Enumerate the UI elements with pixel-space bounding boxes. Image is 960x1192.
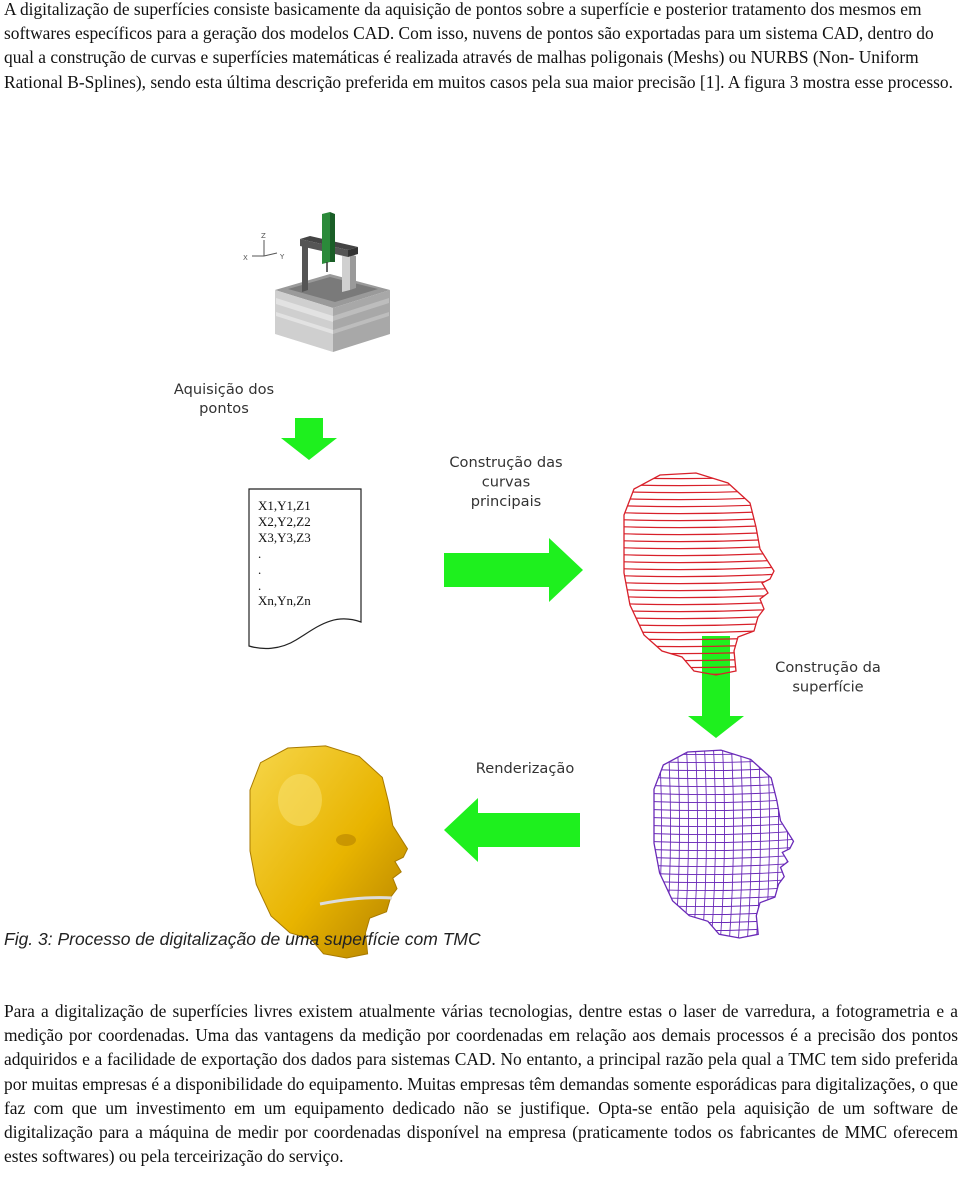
arrow-down-surface (688, 636, 744, 738)
point-list-text: X1,Y1,Z1 X2,Y2,Z2 X3,Y3,Z3 . . . Xn,Yn,Zn (258, 498, 311, 608)
closing-paragraph: Para a digitalização de superfícies livres existem atualmente várias tecnologias, dentre estas o laser de varredura, a fotogrametria e a medição por coordenadas. Uma das vantagens da medição por coordenadas em relação aos demais processos é a precisão dos pontos adquiridos e a facilidade de exportação dos dados para sistemas CAD. No entanto, a principal razão pela qual a TMC tem sido preferida por muitas empresas é a disponibilidade do equipamento. Muitas empresas têm demandas somente esporádicas para digitalizações, o que faz com que um investimento em um equipamento dedicado não se justifique. Opta-se então pela aquisição de um software de digitalização para a máquina de medir por coordenadas disponível na empresa (praticamente todos os fabricantes de MMC oferecem estes softwares) ou pela terceirização do serviço. (4, 1001, 958, 1167)
arrow-left-render (444, 798, 580, 862)
axis-y-label: Y (280, 253, 285, 261)
cmm-machine-illustration (275, 212, 390, 352)
label-render: Renderização (475, 760, 575, 777)
label-acquisition: Aquisição dos pontos (173, 381, 275, 417)
coordinate-axes-icon (252, 240, 277, 256)
label-surface: Construção da superfície (775, 659, 881, 696)
arrow-down-acquisition (281, 418, 337, 460)
intro-paragraph: A digitalização de superfícies consiste basicamente da aquisição de pontos sobre a superfície e posterior tratamento dos mesmos em softwares específicos para a geração dos modelos CAD. Com isso, nuvens de pontos são exportadas para um sistema CAD, dentro do qual a construção de curvas e superfícies matemáticas é realizada através de malhas poligonais (Meshs) ou NURBS (Non- Uniform Rational B-Splines), sendo esta última descrição preferida em muitos casos pela sua maior precisão [1]. A figura 3 mostra esse processo. (4, 0, 953, 92)
figure-caption: Fig. 3: Processo de digitalização de uma superfície com TMC (4, 929, 481, 949)
head-mesh-model (640, 740, 800, 945)
label-curves: Construção das curvas principais (449, 454, 563, 510)
axis-z-label: Z (261, 232, 266, 240)
head-curves-model (600, 468, 800, 675)
axis-x-label: X (243, 254, 248, 262)
head-rendered-model (250, 746, 408, 958)
arrow-right-curves (444, 538, 583, 602)
